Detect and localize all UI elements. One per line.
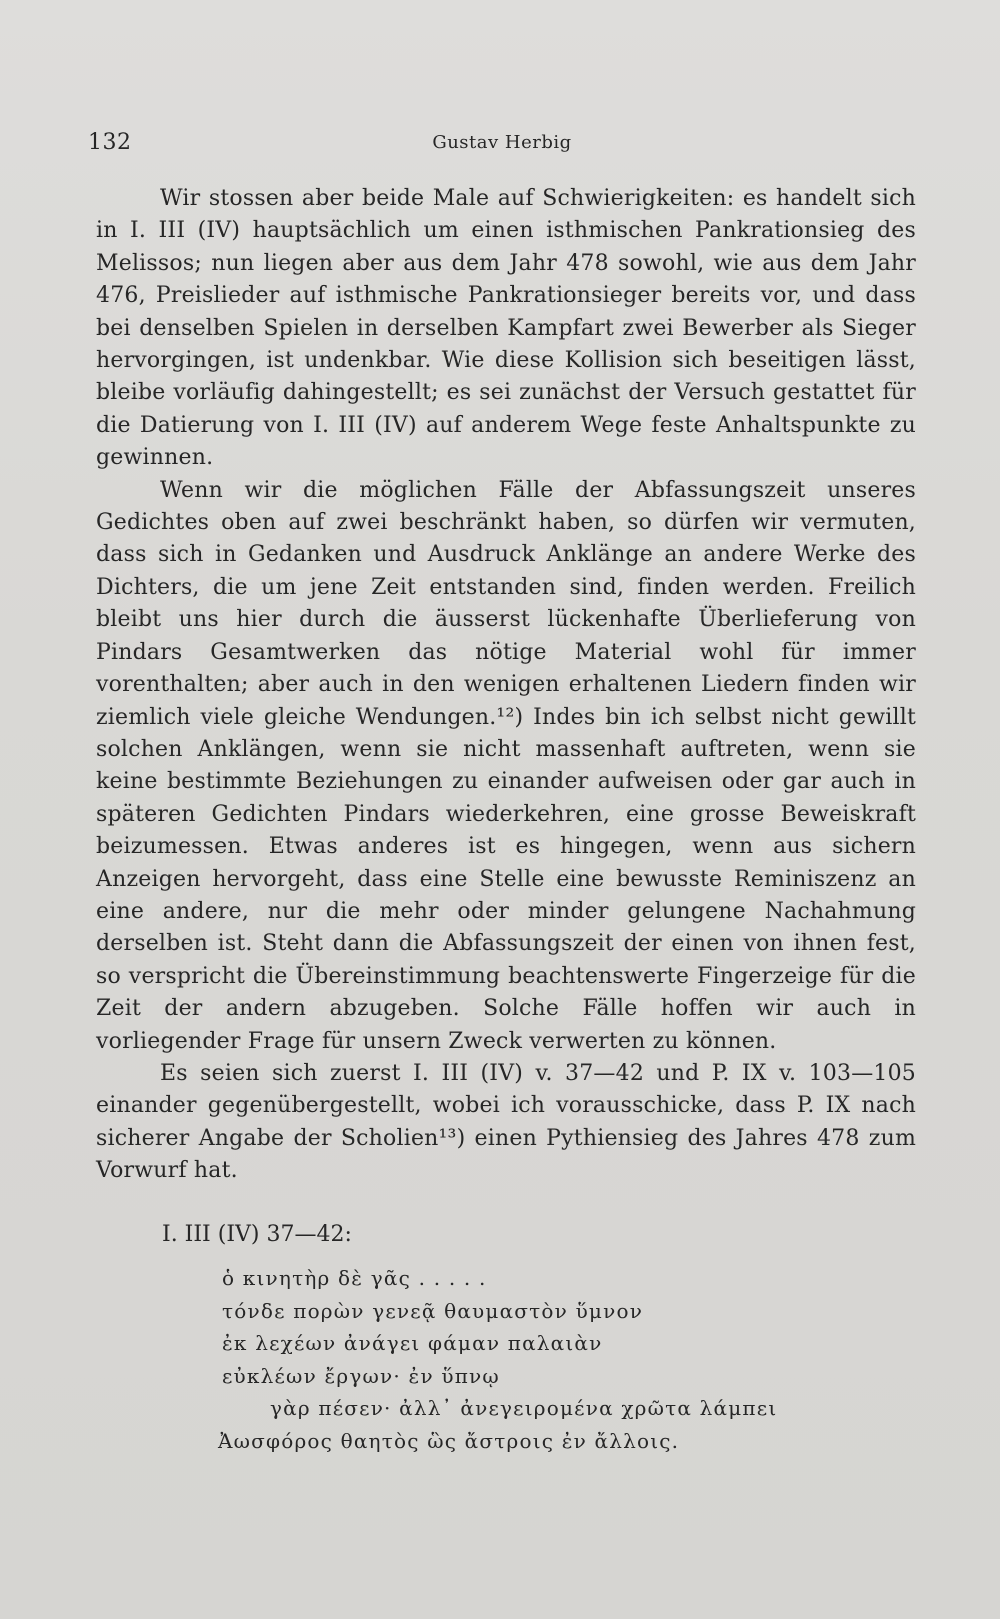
greek-verse-line: γὰρ πέσεν· ἀλλ᾽ ἀνεγειρομένα χρῶτα λάμπει xyxy=(270,1396,778,1420)
greek-verse-line: τόνδε πορὼν γενεᾷ θαυμαστὸν ὕμνον xyxy=(222,1298,644,1323)
greek-quotation xyxy=(162,1218,902,1457)
body-text xyxy=(96,183,916,1188)
greek-verse-line: ἐκ λεχέων ἀνάγει φάμαν παλαιὰν xyxy=(222,1331,603,1355)
greek-verse-line: Ἀωσφόρος θαητὸς ὣς ἄστροις ἐν ἄλλοις. xyxy=(218,1428,680,1453)
page-header xyxy=(88,130,916,160)
paragraph: Wir stossen aber beide Male auf Schwierigkeiten: es handelt sich in I. III (IV) hauptsächlich um einen isthmischen Pankrationsieg des Melissos; nun liegen aber aus dem Jahr 478 sowohl, wie aus dem Jahr 476, Preislieder auf isthmische Pankrationsieger bereits vor, und dass bei denselben Spielen in derselben Kampfart zwei Bewerber als Sieger hervorgingen, ist undenkbar. Wie diese Kollision sich beseitigen lässt, bleibe vorläufig dahingestellt; es sei zunächst der Versuch gestattet für die Datierung von I. III (IV) auf anderem Wege feste Anhaltspunkte zu gewinnen. xyxy=(96,186,916,471)
quotation-heading: I. III (IV) 37—42: xyxy=(162,1222,352,1247)
running-head: Gustav Herbig xyxy=(432,132,572,153)
greek-verse-line: εὐκλέων ἔργων· ἐν ὕπνῳ xyxy=(222,1363,500,1388)
paragraph: Es seien sich zuerst I. III (IV) v. 37—42 und P. IX v. 103—105 einander gegenübergestellt, wobei ich vorausschicke, dass P. IX nach sicherer Angabe der Scholien¹³) einen Pythiensieg des Jahres 478 zum Vorwurf hat. xyxy=(96,1060,916,1184)
page-number: 132 xyxy=(88,130,132,155)
paragraph: Wenn wir die möglichen Fälle der Abfassungszeit unseres Gedichtes oben auf zwei beschränkt haben, so dürfen wir vermuten, dass sich in Gedanken und Ausdruck Anklänge an andere Werke des Dichters, die um jene Zeit entstanden sind, finden werden. Freilich bleibt uns hier durch die äusserst lückenhafte Überlieferung von Pindars Gesamtwerken das nötige Material wohl für immer vorenthalten; aber auch in den wenigen erhaltenen Liedern finden wir ziemlich viele gleiche Wendungen.¹²) Indes bin ich selbst nicht gewillt solchen Anklängen, wenn sie nicht massenhaft auftreten, wenn sie keine bestimmte Beziehungen zu einander aufweisen oder gar auch in späteren Gedichten Pindars wiederkehren, eine grosse Beweiskraft beizumessen. Etwas anderes ist es hingegen, wenn aus sichern Anzeigen hervorgeht, dass eine Stelle eine bewusste Reminiszenz an eine andere, nur die mehr oder minder gelungene Nachahmung derselben ist. Steht dann die Abfassungszeit der einen von ihnen fest, so verspricht die Übereinstimmung beachtenswerte Fingerzeige für die Zeit der andern abzugeben. Solche Fälle hoffen wir auch in vorliegender Frage für unsern Zweck verwerten zu können. xyxy=(96,477,916,1054)
greek-verse-line: ὁ κινητὴρ δὲ γᾶς . . . . . xyxy=(222,1266,487,1290)
